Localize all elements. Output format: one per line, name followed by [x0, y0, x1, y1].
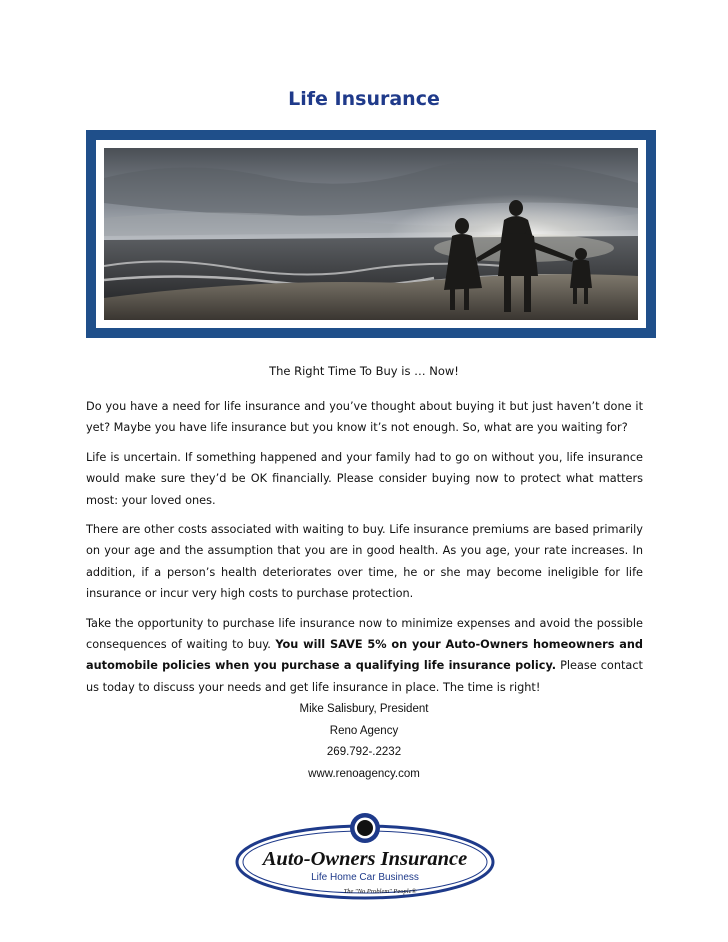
- beach-family-photo: [104, 148, 638, 320]
- auto-owners-logo-image: [232, 810, 498, 904]
- signature-agency: Reno Agency: [329, 724, 399, 737]
- paragraph-1: Do you have a need for life insurance and you’ve thought about buying it but just haven’t done it yet? Maybe you have life insurance but you know it’s not enough. So, what are you waiting for?: [86, 400, 643, 435]
- paragraph-4-start: Take the opportunity to purchase life insurance now to minimize expenses and avoid the possible consequences of waiting to buy.: [86, 616, 643, 652]
- signature-block: [0, 699, 728, 785]
- photo-frame: [86, 130, 656, 338]
- signature-name: Mike Salisbury, President: [299, 703, 429, 715]
- auto-owners-logo: [232, 810, 498, 904]
- paragraph-4-end: Please contact us today to discuss your needs and get life insurance in place. The time is right!: [86, 659, 643, 694]
- paragraph-3: There are other costs associated with waiting to buy. Life insurance premiums are based primarily on your age and the assumption that you are in good health. As you age, your rate increases. In addition, if a person’s health deteriorates over time, he or she may become ineligible for life insurance or incur very high costs to purchase protection.: [86, 523, 643, 601]
- body-text: [86, 396, 643, 706]
- subheading: The Right Time To Buy is … Now!: [269, 364, 459, 378]
- beach-sunset-image: [104, 148, 638, 320]
- paragraph-2: Life is uncertain. If something happened and your family had to go on without you, life insurance would make sure they’d be OK financially. Please consider buying now to protect what matters most: your loved ones.: [86, 450, 643, 507]
- logo-lines: Life Home Car Business: [311, 872, 419, 883]
- paragraph-4-bold: You will SAVE 5% on your Auto-Owners homeowners and automobile policies when you purchase a qualifying life insurance policy.: [86, 638, 643, 673]
- logo-brand: Auto-Owners Insurance: [262, 848, 468, 870]
- paragraph-4: [86, 613, 643, 699]
- page-title: Life Insurance: [288, 88, 440, 110]
- signature-website[interactable]: www.renoagency.com: [308, 767, 420, 780]
- logo-tagline: The "No Problem" People®: [343, 888, 417, 895]
- signature-phone: 269.792-.2232: [326, 746, 402, 758]
